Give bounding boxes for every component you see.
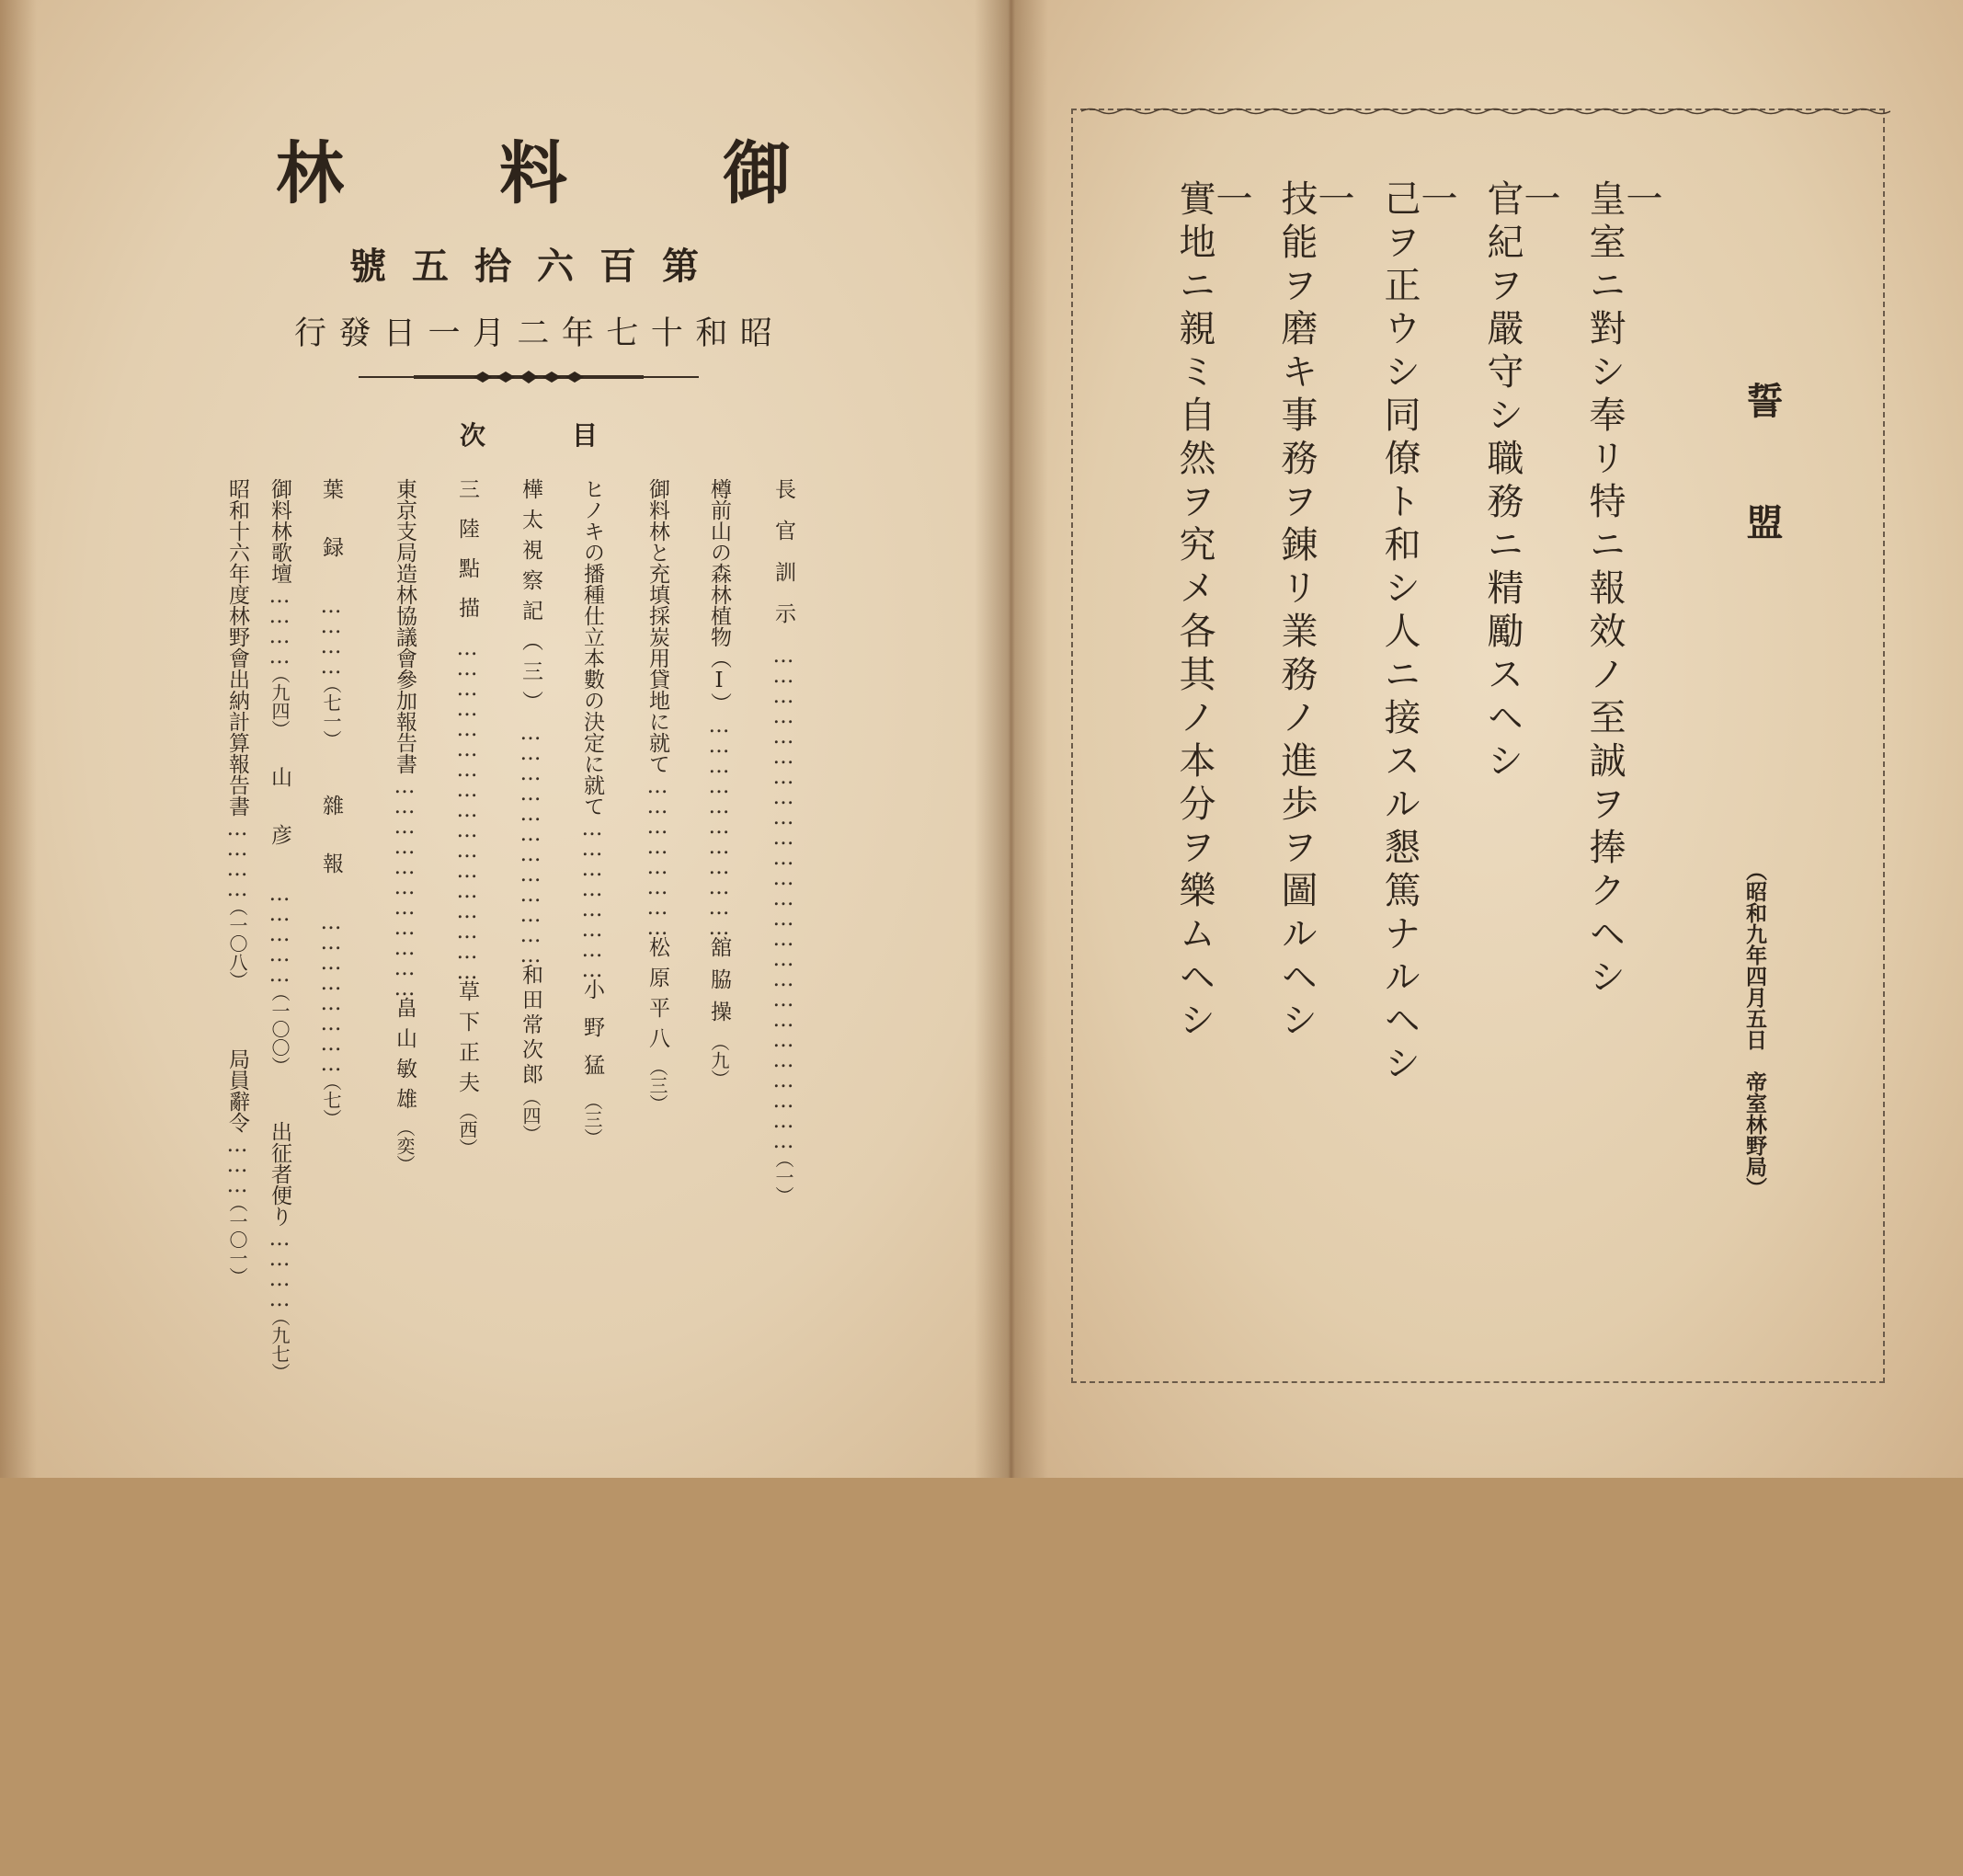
oath-line bbox=[1173, 179, 1252, 1044]
toc-page-number: （一〇八） bbox=[226, 898, 248, 989]
ornament-divider bbox=[359, 366, 699, 388]
toc-leader: ………… bbox=[268, 584, 291, 665]
toc-leader: ……… bbox=[225, 1133, 249, 1194]
toc-entry-title: 三陸點描 bbox=[455, 478, 479, 636]
toc-page-number: （九四） bbox=[268, 665, 291, 738]
toc-page-number: （四） bbox=[519, 1088, 542, 1143]
toc-page-number: （一〇一） bbox=[226, 1194, 248, 1286]
heading-char: 五 bbox=[412, 245, 449, 288]
toc-leader: ………… bbox=[319, 594, 343, 675]
toc-leader: …………………… bbox=[645, 774, 669, 936]
oath-line bbox=[1583, 179, 1662, 1001]
journal-title bbox=[276, 120, 791, 217]
heading-char: 百 bbox=[599, 245, 636, 288]
heading-char: 六 bbox=[537, 245, 574, 288]
heading-char: 月 bbox=[472, 315, 505, 352]
oath-text: 技能ヲ磨キ事務ヲ錬リ業務ノ進歩ヲ圖ルヘシ bbox=[1275, 179, 1318, 1044]
toc-entry bbox=[581, 478, 602, 1306]
oath-text: 己ヲ正ウシ同僚ト和シ人ニ接スル懇篤ナルヘシ bbox=[1378, 179, 1421, 1087]
toc-entry bbox=[268, 478, 291, 1381]
toc-entry bbox=[519, 478, 541, 1306]
toc-leader: ………………………………………………………………… bbox=[771, 644, 795, 1150]
toc-entry-author: 和田常次郎 bbox=[519, 964, 542, 1088]
toc-leader: ……………………………… bbox=[519, 721, 542, 964]
toc-entry-author: 草下正夫 bbox=[455, 980, 479, 1102]
oath-line bbox=[1378, 179, 1457, 1087]
oath-text: 官紀ヲ嚴守シ職務ニ精勵スヘシ bbox=[1481, 179, 1524, 784]
toc-leader: …………… bbox=[268, 882, 291, 983]
toc-entry bbox=[320, 478, 341, 1306]
left-page bbox=[0, 0, 1010, 1478]
toc-leader: ………… bbox=[225, 817, 249, 898]
toc-entry-author: 小野猛 bbox=[580, 978, 604, 1092]
oath-border-wavy-top bbox=[1081, 107, 1890, 116]
heading-char: 昭 bbox=[739, 315, 772, 352]
toc-entry-title: 御料林歌壇 bbox=[268, 478, 291, 584]
toc-leader: …………………………… bbox=[393, 774, 417, 997]
toc-entry-title: 局員辭令 bbox=[225, 1048, 249, 1133]
book-gutter bbox=[975, 0, 1048, 1478]
oath-line bbox=[1275, 179, 1354, 1044]
toc-entry-title: 雜報 bbox=[319, 795, 343, 910]
toc-entry-author: 畠山敏雄 bbox=[393, 997, 417, 1118]
oath-text: 實地ニ親ミ自然ヲ究メ各其ノ本分ヲ樂ムヘシ bbox=[1173, 179, 1215, 1044]
toc-entry-title: 出征者便り bbox=[268, 1121, 291, 1227]
oath-attribution: （昭和九年四月五日 帝室林野局） bbox=[1742, 860, 1767, 1198]
oath-title: 誓盟 bbox=[1740, 382, 1784, 624]
toc-page-number: （三） bbox=[581, 1092, 603, 1147]
toc-entry bbox=[772, 478, 793, 1306]
oath-text: 皇室ニ對シ奉リ特ニ報效ノ至誠ヲ捧クヘシ bbox=[1583, 179, 1626, 1001]
oath-bullet: 一 bbox=[1415, 179, 1457, 223]
toc-entry-title: 樺太視察記（三） bbox=[519, 478, 542, 721]
oath-bullet: 一 bbox=[1312, 179, 1354, 223]
toc-page-number: （西） bbox=[456, 1102, 478, 1157]
toc-entry bbox=[456, 478, 477, 1306]
toc-page-number: （奕） bbox=[394, 1118, 416, 1173]
toc-entry-title: 東京支局造林協議會參加報告書 bbox=[393, 478, 417, 774]
toc-page-number: （七一） bbox=[320, 675, 342, 749]
toc-page-number: （九七） bbox=[268, 1308, 291, 1381]
toc-entry-title: 樽前山の森林植物（Ⅰ） bbox=[707, 478, 731, 714]
toc-entry-title: 昭和十六年度林野會出納計算報告書 bbox=[225, 478, 249, 817]
issue-number bbox=[349, 237, 699, 290]
heading-char: 拾 bbox=[474, 245, 511, 288]
toc-page-number: （一〇〇） bbox=[268, 983, 291, 1075]
toc-leader: …………………… bbox=[319, 910, 343, 1072]
toc-entry-title: 葉録 bbox=[319, 478, 343, 594]
journal-title-char: 御 bbox=[723, 134, 791, 213]
toc-entry-title: 御料林と充填採炭用貸地に就て bbox=[645, 478, 669, 774]
toc-page-number: （一） bbox=[772, 1150, 794, 1205]
toc-heading-char: 目 bbox=[571, 420, 598, 451]
heading-char: 七 bbox=[606, 315, 639, 352]
journal-title-char: 林 bbox=[276, 134, 344, 213]
toc-leader: ………… bbox=[268, 1227, 291, 1308]
heading-char: 和 bbox=[695, 315, 728, 352]
toc-entry-author: 松原平八 bbox=[645, 936, 669, 1058]
toc-heading-char: 次 bbox=[460, 420, 486, 451]
toc-leader: …………………………………………… bbox=[455, 636, 479, 980]
oath-bullet: 一 bbox=[1518, 179, 1560, 223]
heading-char: 行 bbox=[294, 315, 327, 352]
oath-bullet: 一 bbox=[1620, 179, 1662, 223]
toc-heading bbox=[460, 416, 598, 452]
toc-page-number: （三） bbox=[646, 1058, 668, 1113]
publish-date bbox=[294, 308, 772, 354]
heading-char: 年 bbox=[561, 315, 594, 352]
heading-char: 二 bbox=[517, 315, 550, 352]
toc-entry-title: 長官訓示 bbox=[771, 478, 795, 644]
toc-entry-extra bbox=[226, 1048, 247, 1876]
oath-line bbox=[1481, 179, 1560, 989]
toc-entry bbox=[708, 478, 729, 1306]
heading-char: 號 bbox=[349, 245, 386, 288]
toc-entry bbox=[394, 478, 415, 1306]
book-edge-shadow bbox=[0, 0, 37, 1478]
toc-entry-author: 舘脇操 bbox=[707, 936, 731, 1033]
heading-char: 日 bbox=[382, 315, 416, 352]
oath-bullet: 一 bbox=[1210, 179, 1252, 223]
heading-char: 發 bbox=[338, 315, 371, 352]
heading-char: 第 bbox=[662, 245, 699, 288]
heading-char: 一 bbox=[428, 315, 461, 352]
journal-title-char: 料 bbox=[499, 134, 567, 213]
toc-leader: …………………………… bbox=[707, 714, 731, 936]
toc-entry bbox=[646, 478, 668, 1306]
toc-entry-title: ヒノキの播種仕立本數の決定に就て bbox=[580, 478, 604, 817]
toc-page-number: （九） bbox=[708, 1033, 730, 1088]
toc-page-number: （七） bbox=[320, 1072, 342, 1127]
toc-entry-title: 山彦 bbox=[268, 766, 291, 882]
heading-char: 十 bbox=[650, 315, 683, 352]
toc-leader: …………………… bbox=[580, 817, 604, 978]
